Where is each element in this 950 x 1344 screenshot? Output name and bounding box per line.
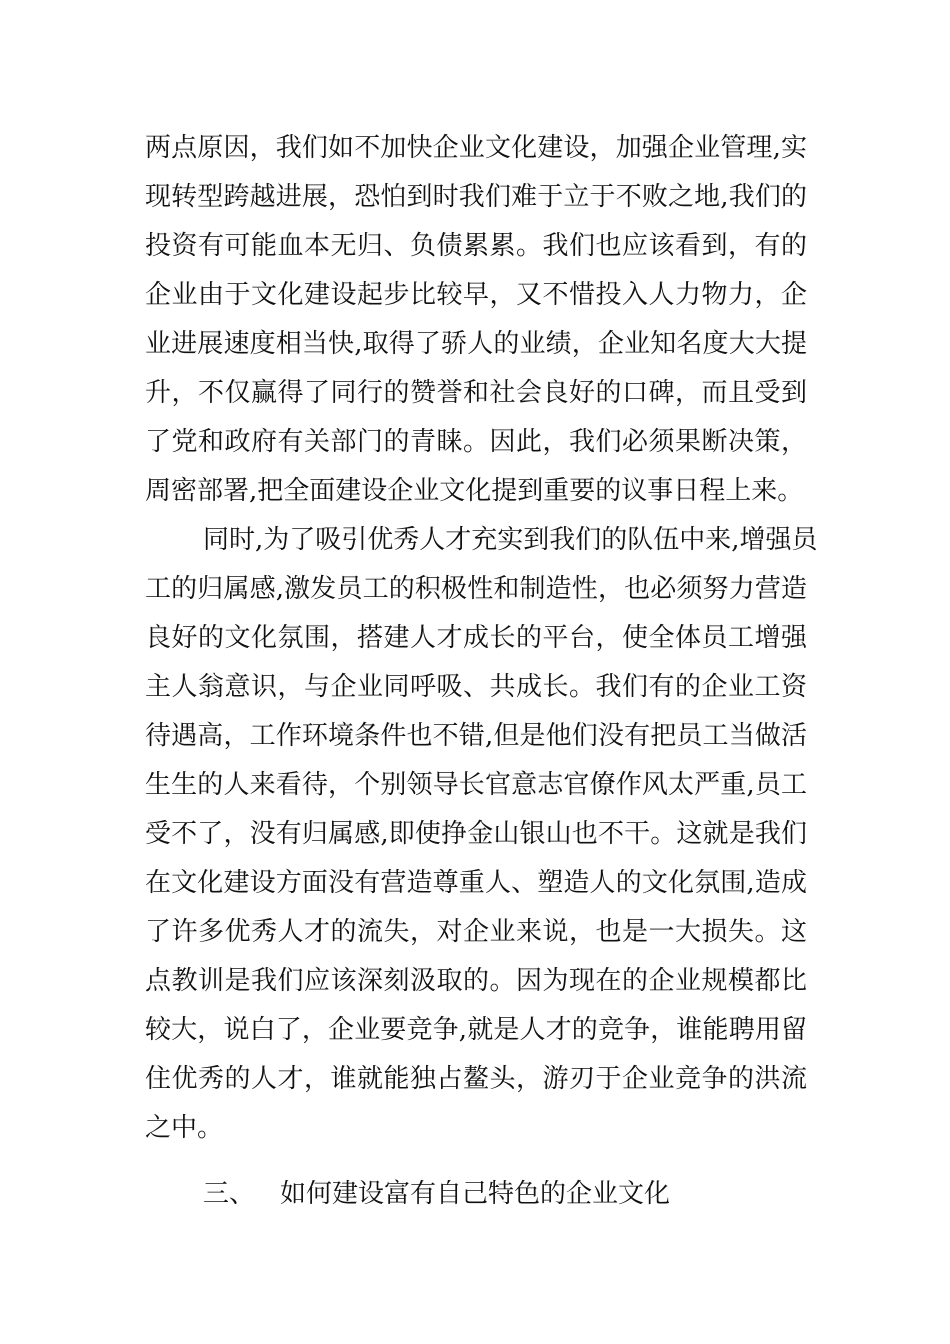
paragraph-2-line-13: 之中。 [145,1113,224,1143]
paragraph-1-line-2: 现转型跨越进展，恐怕到时我们难于立于不败之地,我们的 [145,182,807,212]
paragraph-1-line-7: 了党和政府有关部门的青睐。因此，我们必须果断决策， [145,427,807,457]
paragraph-1-line-4: 企业由于文化建设起步比较早，又不惜投入人力物力，企 [145,280,807,310]
paragraph-2-line-12: 住优秀的人才，谁就能独占鳌头，游刃于企业竞争的洪流 [145,1064,807,1094]
paragraph-2-line-8: 在文化建设方面没有营造尊重人、塑造人的文化氛围,造成 [145,868,807,898]
paragraph-2-line-3: 良好的文化氛围，搭建人才成长的平台，使全体员工增强 [145,623,807,653]
paragraph-1-line-6: 升，不仅赢得了同行的赞誉和社会良好的口碑，而且受到 [145,378,807,408]
paragraph-2-line-5: 待遇高，工作环境条件也不错,但是他们没有把员工当做活 [145,721,807,751]
section-heading-title: 如何建设富有自己特色的企业文化 [280,1179,671,1209]
paragraph-1-line-8: 周密部署,把全面建设企业文化提到重要的议事日程上来。 [145,476,804,506]
paragraph-1-line-5: 业进展速度相当快,取得了骄人的业绩，企业知名度大大提 [145,329,807,359]
paragraph-1-line-1: 两点原因，我们如不加快企业文化建设，加强企业管理,实 [145,133,807,163]
paragraph-2-line-11: 较大，说白了，企业要竞争,就是人才的竞争，谁能聘用留 [145,1015,807,1045]
paragraph-2-line-7: 受不了，没有归属感,即使挣金山银山也不干。这就是我们 [145,819,807,849]
section-heading-number: 三、 [203,1179,256,1209]
paragraph-2-line-2: 工的归属感,激发员工的积极性和制造性，也必须努力营造 [145,574,807,604]
paragraph-2-line-10: 点教训是我们应该深刻汲取的。因为现在的企业规模都比 [145,966,807,996]
paragraph-1-line-3: 投资有可能血本无归、负债累累。我们也应该看到，有的 [145,231,807,261]
paragraph-2-line-6: 生生的人来看待，个别领导长官意志官僚作风太严重,员工 [145,770,807,800]
paragraph-2-line-9: 了许多优秀人才的流失，对企业来说，也是一大损失。这 [145,917,807,947]
paragraph-2-line-1: 同时,为了吸引优秀人才充实到我们的队伍中来,增强员 [203,525,818,555]
paragraph-2-line-4: 主人翁意识，与企业同呼吸、共成长。我们有的企业工资 [145,672,807,702]
